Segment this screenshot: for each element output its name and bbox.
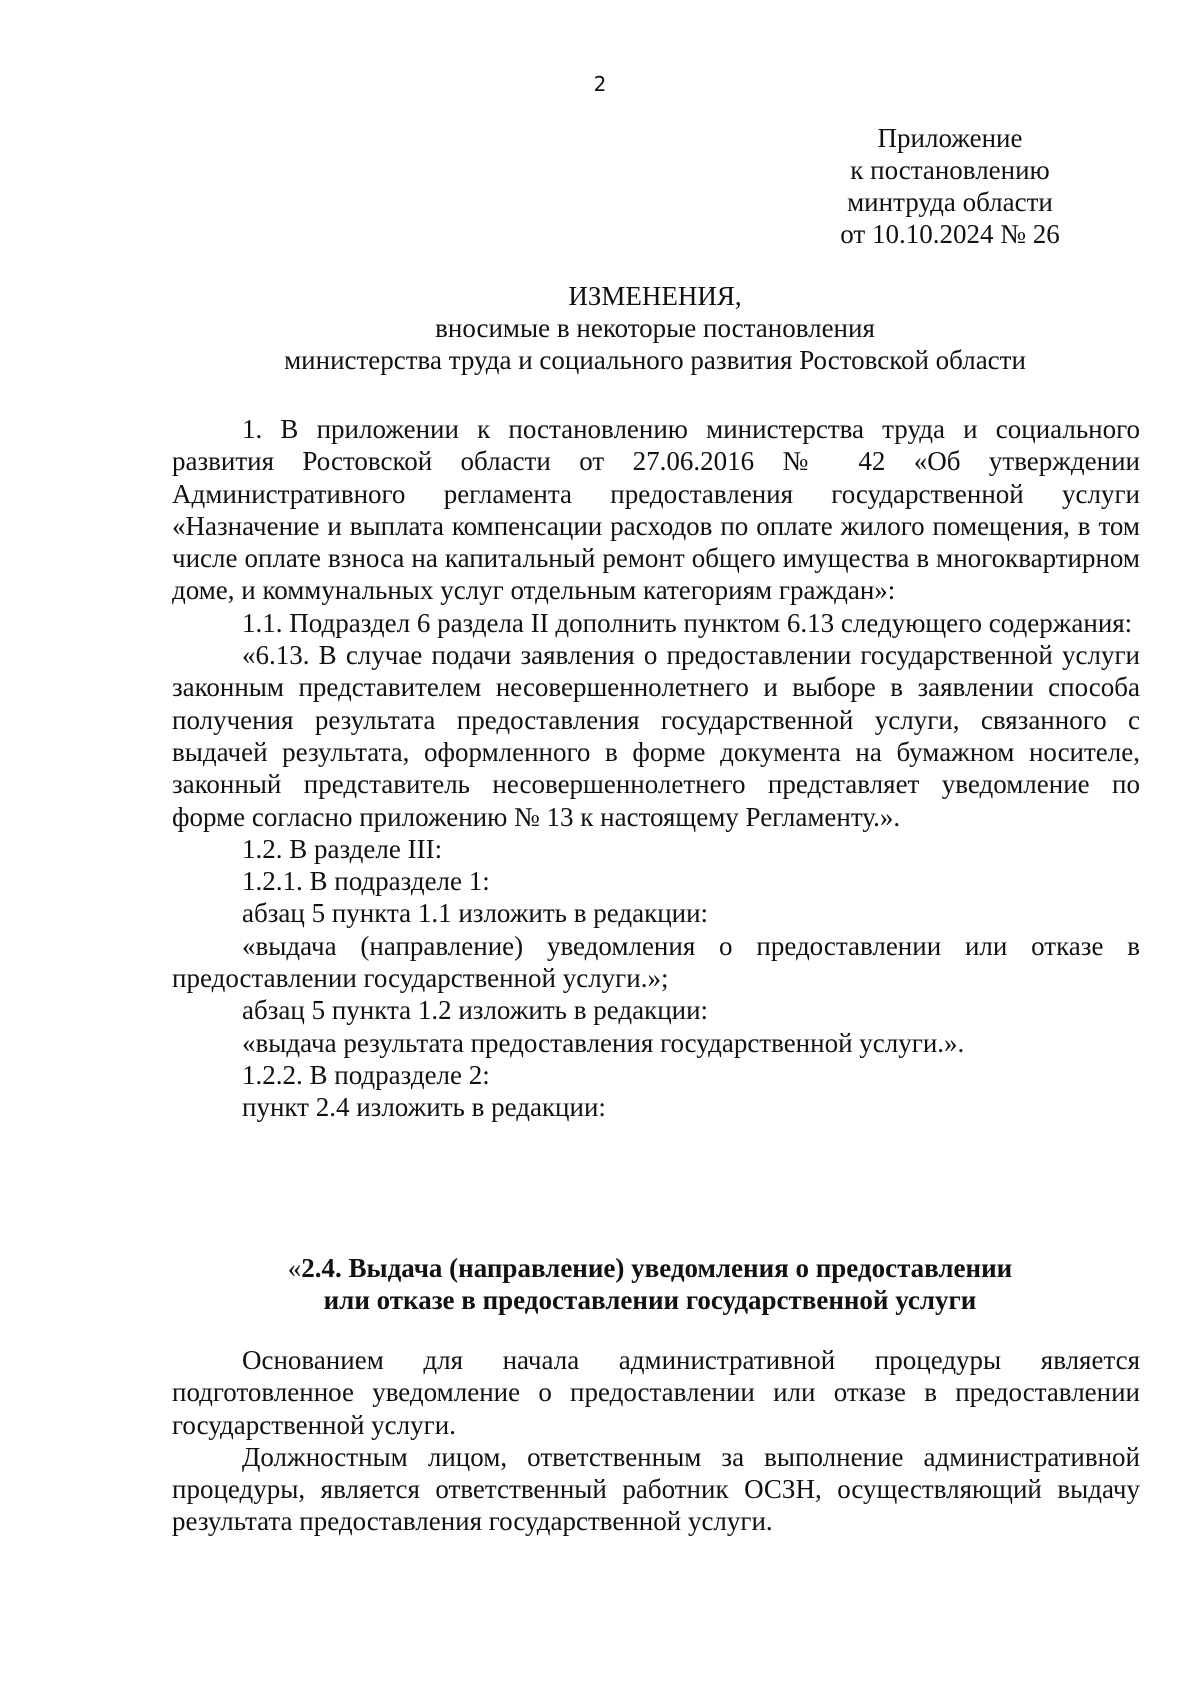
appendix-line: минтруда области [847, 187, 1053, 217]
title-sub: министерства труда и социального развития Ростовской области [284, 345, 1026, 375]
paragraph: Должностным лицом, ответственным за выполнение административной процедуры, является ответственный работник ОСЗН, осуществляющий выдачу результата предоставления государственной услуги. [172, 1441, 1140, 1537]
paragraph: «выдача (направление) уведомления о предоставлении или отказе в предоставлении государственной услуги.»; [172, 930, 1140, 994]
paragraph: абзац 5 пункта 1.2 изложить в редакции: [242, 995, 709, 1026]
paragraph: 1.1. Подраздел 6 раздела II дополнить пунктом 6.13 следующего содержания: [242, 607, 1133, 638]
paragraph: «6.13. В случае подачи заявления о предоставлении государственной услуги законным представителем несовершеннолетнего и выборе в заявлении способа получения результата предоставления государственной услуги, связанного с выдачей результата, оформленного в форме документа на бумажном носителе, законный представитель несовершеннолетнего представляет уведомление по форме согласно приложению № 13 к настоящему Регламенту.». [172, 640, 1140, 832]
appendix-line: от 10.10.2024 № 26 [840, 219, 1060, 249]
title-sub: вносимые в некоторые постановления [435, 313, 875, 343]
appendix-line: к постановлению [850, 155, 1050, 185]
paragraph: 1.2. В разделе III: [242, 833, 443, 864]
page-number: 2 [593, 72, 607, 96]
appendix-block [820, 122, 1080, 250]
section-heading [250, 1252, 1050, 1316]
section-heading-line: или отказе в предоставлении государственной услуги [323, 1285, 977, 1315]
appendix-line: Приложение [877, 123, 1023, 153]
paragraph: 1.2.2. В подразделе 2: [242, 1059, 490, 1090]
section-body [172, 1344, 1140, 1538]
paragraph: пункт 2.4 изложить в редакции: [242, 1092, 606, 1123]
title-main: ИЗМЕНЕНИЯ, [568, 281, 742, 311]
paragraph: 1.2.1. В подразделе 1: [242, 866, 490, 897]
paragraph: 1. В приложении к постановлению министерства труда и социального развития Ростовской области от 27.06.2016 № 42 «Об утверждении Административного регламента предоставления государственной услуги «Назначение и выплата компенсации расходов по оплате жилого помещения, в том числе оплате взноса на капитальный ремонт общего имущества в многоквартирном доме, и коммунальных услуг отдельным категориям граждан»: [172, 414, 1140, 606]
paragraph: Основанием для начала административной процедуры является подготовленное уведомление о предоставлении или отказе в предоставлении государственной услуги. [172, 1345, 1140, 1440]
section-heading-text: 2.4. Выдача (направление) уведомления о предоставлении [301, 1253, 1013, 1283]
paragraph: абзац 5 пункта 1.1 изложить в редакции: [242, 898, 709, 929]
section-heading-line [250, 1252, 1050, 1284]
document-body [172, 413, 1140, 1124]
paragraph: «выдача результата предоставления государственной услуги.». [242, 1027, 965, 1058]
document-title [170, 280, 1140, 376]
quote-mark: « [287, 1253, 302, 1283]
